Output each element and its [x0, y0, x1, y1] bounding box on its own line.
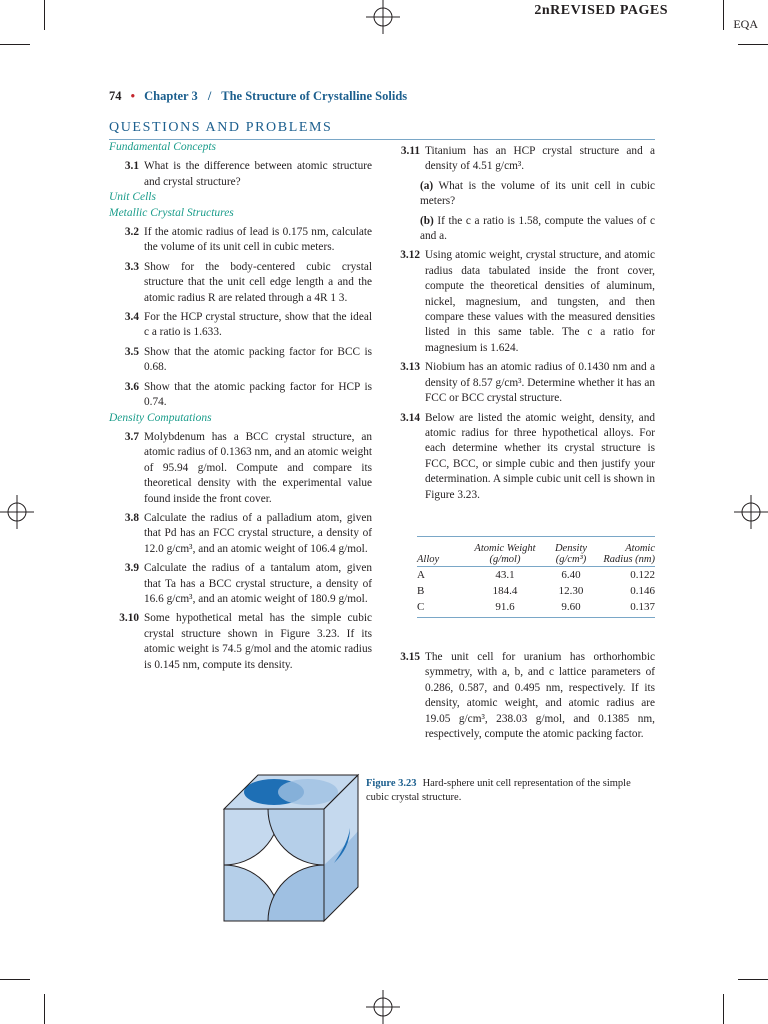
problem-item [109, 511, 372, 557]
problem-item [109, 310, 372, 341]
table-cell: 0.137 [601, 599, 655, 618]
page-number: 74 [109, 89, 122, 103]
figure-label: Figure 3.23 [366, 778, 417, 789]
right-column-after-table [390, 646, 655, 742]
crop-mark [44, 994, 45, 1024]
problem-item [390, 411, 655, 503]
crop-mark [723, 0, 724, 30]
problem-item [109, 225, 372, 256]
problem-number: 3.12 [400, 249, 420, 262]
problem-item [390, 650, 655, 742]
problem-part [420, 214, 655, 245]
problem-item [109, 430, 372, 507]
subsection-heading: Density Computations [109, 411, 212, 424]
table-header-atomic-radius: Atomic Radius (nm) [601, 541, 655, 567]
problem-item [109, 611, 372, 673]
problem-item [109, 561, 372, 607]
section-title: QUESTIONS AND PROBLEMS [109, 120, 333, 135]
problem-item [109, 345, 372, 376]
registration-mark-right [734, 495, 768, 529]
crop-mark [44, 0, 45, 30]
problem-number: 3.2 [124, 226, 139, 239]
chapter-title: The Structure of Crystalline Solids [221, 89, 408, 103]
problem-text: What is the difference between atomic structure and crystal structure? [144, 160, 372, 188]
problem-text: Show for the body-centered cubic crystal structure that the unit cell edge length a and the atomic radius R are related through a 4R 1 3. [144, 260, 372, 304]
figure-caption [366, 777, 656, 805]
problem-number: 3.1 [124, 160, 139, 173]
table-cell: 0.122 [630, 569, 655, 581]
alloy-data-table [417, 536, 655, 618]
table-cell: 9.60 [541, 599, 601, 618]
problem-text: Niobium has an atomic radius of 0.1430 nm and a density of 8.57 g/cm³. Determine whether it has an FCC or BCC crystal structure. [425, 361, 655, 405]
right-column [390, 140, 655, 503]
running-header [109, 89, 407, 104]
crop-mark [0, 44, 30, 45]
problem-text: Below are listed the atomic weight, density, and atomic radius for three hypothetical alloys. For each determine whether its crystal structure is FCC, BCC, or simple cubic and then justify your determination. A simple cubic unit cell is shown in Figure 3.23. [425, 411, 655, 501]
problem-text: If the atomic radius of lead is 0.175 nm, calculate the volume of its unit cell in cubic meters. [144, 226, 372, 254]
registration-mark-top [366, 0, 400, 34]
crop-mark [738, 44, 768, 45]
problem-text: Using atomic weight, crystal structure, and atomic radius data tabulated inside the front cover, compute the theoretical densities of aluminum, nickel, magnesium, and tungsten, and then compare these values with the measured densities listed in this same table. The c a ratio for magnesium is 1.624. [425, 249, 655, 354]
table-row [417, 567, 655, 584]
problem-item [109, 159, 372, 190]
table-row [417, 599, 655, 618]
table-header-alloy: Alloy [417, 541, 469, 567]
problem-text: Show that the atomic packing factor for HCP is 0.74. [144, 380, 372, 409]
problem-text: The unit cell for uranium has orthorhombic symmetry, with a, b, and c lattice parameters of 0.286, 0.587, and 0.495 nm, respectively. If its density, atomic weight, and atomic radius are 19.05 g/cm³, 238.03 g/mol, and 0.1385 nm, respectively, compute the atomic packing factor. [425, 651, 655, 741]
problem-text: Titanium has an HCP crystal structure and a density of 4.51 g/cm³. [425, 145, 655, 173]
problem-number: 3.5 [124, 345, 139, 358]
chapter-label: Chapter 3 [144, 89, 198, 103]
problem-number: 3.7 [124, 430, 139, 443]
figure-caption-text: Hard-sphere unit cell representation of the simple cubic crystal structure. [366, 778, 631, 803]
problem-number: 3.11 [400, 145, 420, 157]
part-text: If the c a ratio is 1.58, compute the values of c and a. [420, 214, 655, 243]
problem-text: For the HCP crystal structure, show that the ideal c a ratio is 1.633. [144, 311, 372, 339]
problem-number: 3.9 [124, 562, 139, 575]
table-row [417, 583, 655, 599]
problem-text: Show that the atomic packing factor for BCC is 0.68. [144, 345, 372, 374]
table-cell: 0.146 [630, 585, 655, 597]
problem-text: Calculate the radius of a tantalum atom, given that Ta has a BCC crystal structure, a density of 16.6 g/cm³, and an atomic weight of 180.9 g/mol. [144, 562, 372, 605]
problem-number: 3.10 [119, 612, 139, 625]
registration-mark-left [0, 495, 34, 529]
problem-number: 3.6 [124, 380, 139, 393]
table-header-density: Density (g/cm³) [541, 541, 601, 567]
problem-number: 3.3 [124, 260, 139, 273]
problem-item [390, 248, 655, 356]
problem-item [109, 260, 372, 306]
table-cell: 43.1 [495, 569, 515, 581]
table-cell: 91.6 [469, 599, 541, 618]
bullet-icon: • [130, 89, 136, 103]
problem-item [109, 380, 372, 411]
problem-number: 3.8 [124, 511, 139, 524]
crop-mark [738, 979, 768, 980]
problem-text: Calculate the radius of a palladium atom, given that Pd has an FCC crystal structure, a density of 12.0 g/cm³, and an atomic weight of 106.4 g/mol. [144, 511, 372, 555]
problem-text: Molybdenum has a BCC crystal structure, an atomic radius of 0.1363 nm, and an atomic weight of 95.94 g/mol. Compute and compare its theoretical density with the experimental value found inside the front cover. [144, 430, 372, 505]
subsection-heading: Unit Cells [109, 191, 156, 204]
problem-number: 3.15 [400, 651, 420, 663]
problem-item [390, 360, 655, 406]
problem-number: 3.14 [400, 411, 420, 424]
table-cell: A [417, 569, 425, 581]
table-cell: 12.30 [558, 585, 584, 597]
problem-part [420, 179, 655, 210]
table-cell: C [417, 599, 469, 618]
problem-text: Some hypothetical metal has the simple cubic crystal structure shown in Figure 3.23. If its atomic weight is 74.5 g/mol and the atomic radius is 0.145 nm, compute its density. [144, 612, 372, 671]
crop-mark [723, 994, 724, 1024]
table-header-atomic-weight: Atomic Weight (g/mol) [469, 541, 541, 567]
corner-code: EQA [733, 17, 758, 31]
problem-number: 3.4 [124, 311, 139, 324]
subsection-heading: Metallic Crystal Structures [109, 206, 234, 219]
print-revision-label: 2nREVISED PAGES [534, 3, 668, 18]
header-separator: / [207, 89, 212, 103]
part-text: What is the volume of its unit cell in cubic meters? [420, 179, 655, 208]
table-cell: B [417, 585, 425, 597]
table-cell: 6.40 [561, 569, 581, 581]
crop-mark [0, 979, 30, 980]
registration-mark-bottom [366, 990, 400, 1024]
problem-number: 3.13 [400, 361, 420, 374]
simple-cubic-unit-cell-figure [222, 773, 360, 923]
part-label: (a) [420, 179, 434, 192]
table-cell: 184.4 [492, 585, 518, 597]
subsection-heading: Fundamental Concepts [109, 141, 216, 153]
part-label: (b) [420, 214, 434, 227]
left-column [109, 140, 372, 673]
problem-item [390, 144, 655, 175]
